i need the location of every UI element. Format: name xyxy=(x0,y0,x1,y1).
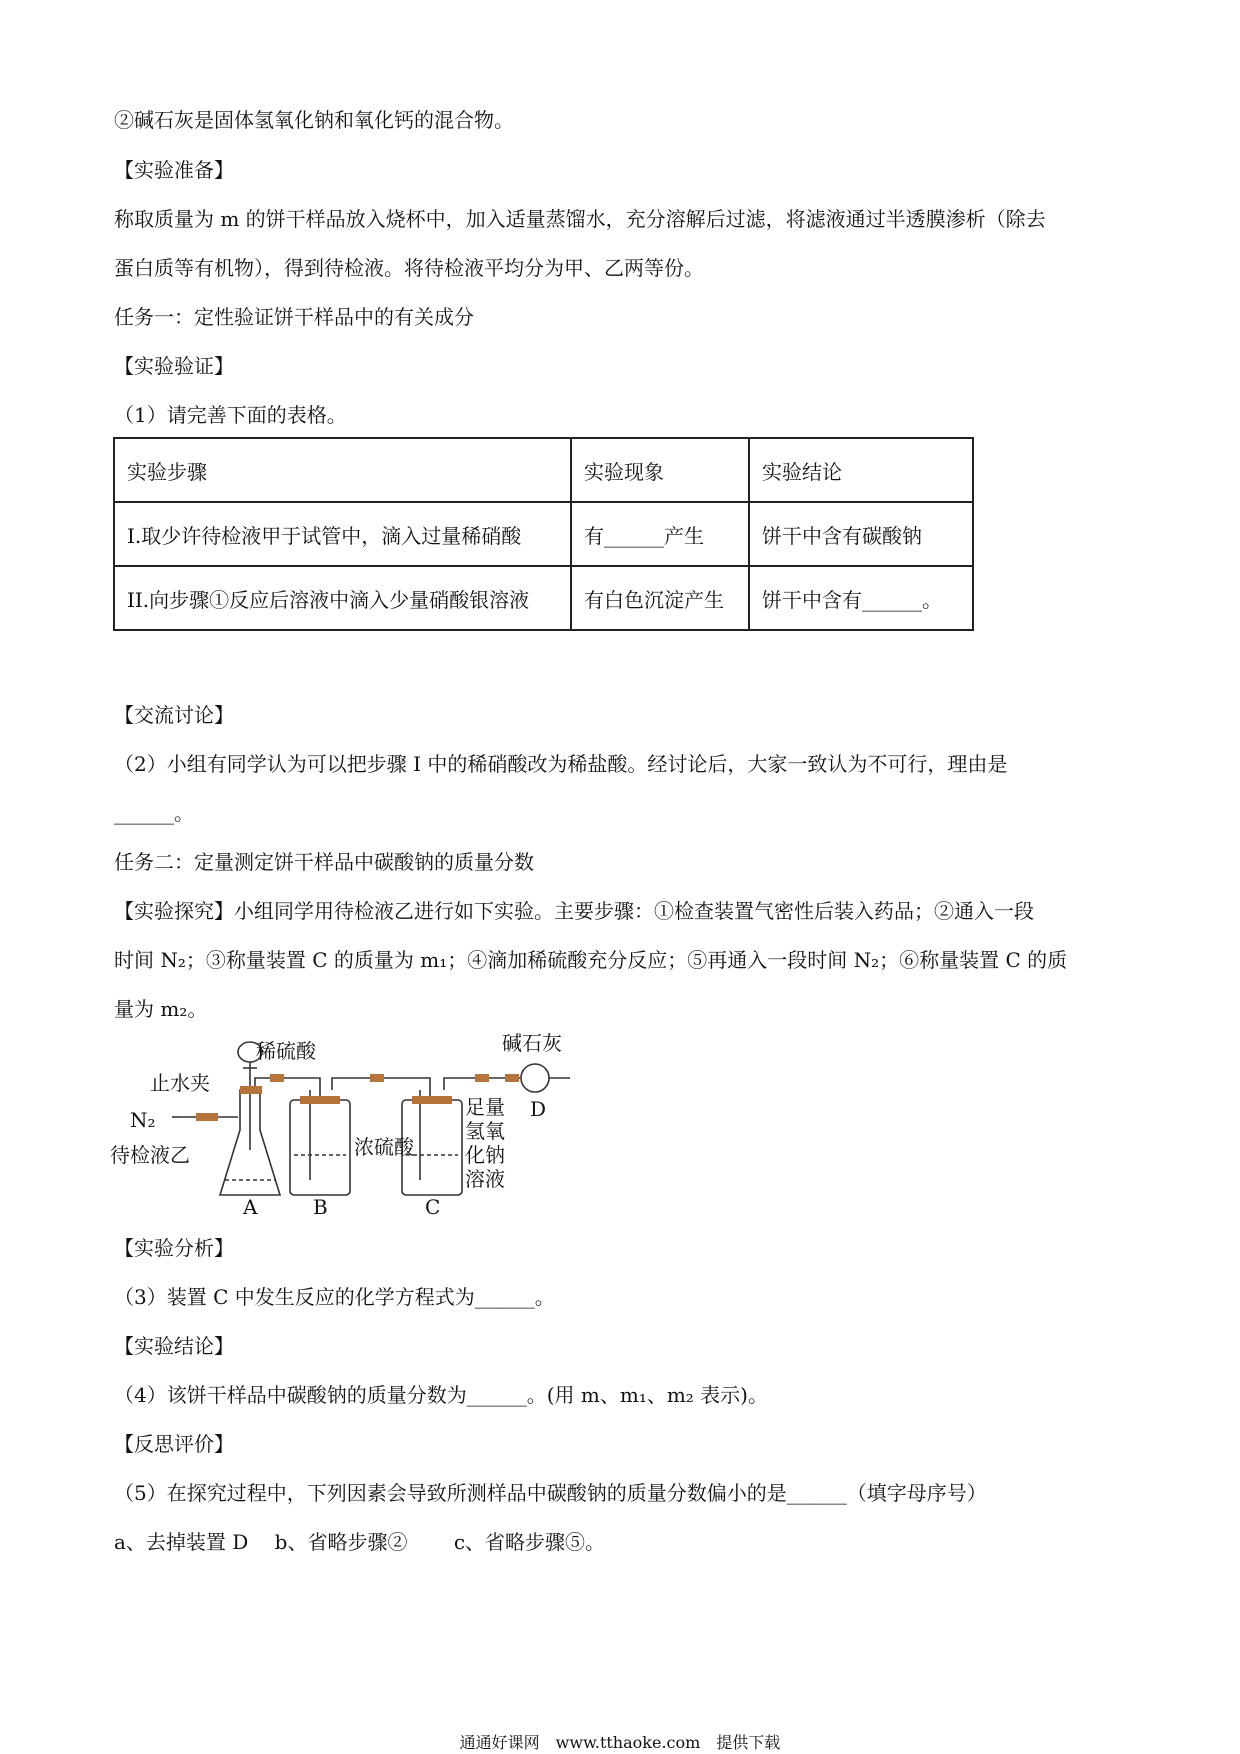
label-d: D xyxy=(530,1097,547,1121)
label-a: A xyxy=(243,1195,258,1219)
label-naoh-2: 氢氧 xyxy=(465,1119,505,1143)
label-b: B xyxy=(313,1195,328,1219)
page-footer: 通通好课网 www.tthaoke.com 提供下载 xyxy=(459,1733,781,1752)
label-dilute-h2so4: 稀硫酸 xyxy=(256,1039,316,1063)
table-header-cell: 实验结论 xyxy=(749,438,973,502)
experiment-table xyxy=(113,437,974,631)
label-c: C xyxy=(425,1195,441,1219)
question-4: （4）该饼干样品中碳酸钠的质量分数为______。(用 m、m₁、m₂ 表示)。 xyxy=(114,1383,768,1407)
question-5: （5）在探究过程中，下列因素会导致所测样品中碳酸钠的质量分数偏小的是______（填字母序号） xyxy=(114,1481,987,1505)
text-line: 【实验探究】小组同学用待检液乙进行如下实验。主要步骤：①检查装置气密性后装入药品；②通入一段 xyxy=(114,899,1034,923)
label-naoh-1: 足量 xyxy=(465,1095,505,1119)
rubber-connector xyxy=(196,1113,218,1121)
label-n2: N₂ xyxy=(130,1108,156,1132)
table-row xyxy=(114,502,973,566)
question-1: （1）请完善下面的表格。 xyxy=(114,403,347,427)
text-line: 量为 m₂。 xyxy=(114,997,208,1021)
section-heading: 【实验结论】 xyxy=(114,1334,234,1358)
table-cell: 有白色沉淀产生 xyxy=(571,566,749,630)
rubber-connector xyxy=(370,1074,384,1082)
rubber-connector xyxy=(300,1096,340,1104)
bottle-b xyxy=(290,1100,350,1195)
rubber-connector xyxy=(240,1086,262,1094)
rubber-connector xyxy=(505,1074,519,1082)
section-heading: 【交流讨论】 xyxy=(114,703,234,727)
text-line: 称取质量为 m 的饼干样品放入烧杯中，加入适量蒸馏水，充分溶解后过滤，将滤液通过半透膜渗析（除去 xyxy=(114,207,1046,231)
task-heading: 任务二：定量测定饼干样品中碳酸钠的质量分数 xyxy=(114,850,534,874)
table-cell: 饼干中含有碳酸钠 xyxy=(749,502,973,566)
section-heading: 【反思评价】 xyxy=(114,1432,234,1456)
section-heading: 【实验分析】 xyxy=(114,1236,234,1260)
section-heading: 【实验准备】 xyxy=(114,158,234,182)
label-clamp: 止水夹 xyxy=(150,1071,210,1095)
table-cell: I.取少许待检液甲于试管中，滴入过量稀硝酸 xyxy=(114,502,571,566)
question-3: （3）装置 C 中发生反应的化学方程式为______。 xyxy=(114,1285,555,1309)
drying-tube-d xyxy=(521,1064,549,1092)
answer-options: a、去掉装置 D b、省略步骤② c、省略步骤⑤。 xyxy=(114,1530,606,1554)
table-cell: 有______产生 xyxy=(571,502,749,566)
text-line: ②碱石灰是固体氢氧化钠和氧化钙的混合物。 xyxy=(114,108,514,132)
section-heading: 【实验验证】 xyxy=(114,354,234,378)
apparatus-diagram xyxy=(110,1030,650,1220)
table-cell: II.向步骤①反应后溶液中滴入少量硝酸银溶液 xyxy=(114,566,571,630)
label-naoh-4: 溶液 xyxy=(465,1167,505,1191)
table-header-cell: 实验现象 xyxy=(571,438,749,502)
text-line: 蛋白质等有机物），得到待检液。将待检液平均分为甲、乙两等份。 xyxy=(114,256,704,280)
table-row xyxy=(114,566,973,630)
text-line: ______。 xyxy=(114,801,194,825)
rubber-connector xyxy=(270,1074,284,1082)
label-soda-lime: 碱石灰 xyxy=(502,1031,562,1055)
label-solution: 待检液乙 xyxy=(110,1143,190,1167)
table-header-cell: 实验步骤 xyxy=(114,438,571,502)
task-heading: 任务一：定性验证饼干样品中的有关成分 xyxy=(114,305,474,329)
question-2: （2）小组有同学认为可以把步骤 I 中的稀硝酸改为稀盐酸。经讨论后，大家一致认为不可行，理由是 xyxy=(114,752,1008,776)
table-cell: 饼干中含有______。 xyxy=(749,566,973,630)
rubber-connector xyxy=(475,1074,489,1082)
label-conc-h2so4: 浓硫酸 xyxy=(354,1135,414,1159)
label-naoh-3: 化钠 xyxy=(465,1143,505,1167)
table-header-row xyxy=(114,438,973,502)
text-line: 时间 N₂；③称量装置 C 的质量为 m₁；④滴加稀硫酸充分反应；⑤再通入一段时间 N₂；⑥称量装置 C 的质 xyxy=(114,948,1068,972)
rubber-connector xyxy=(412,1096,452,1104)
